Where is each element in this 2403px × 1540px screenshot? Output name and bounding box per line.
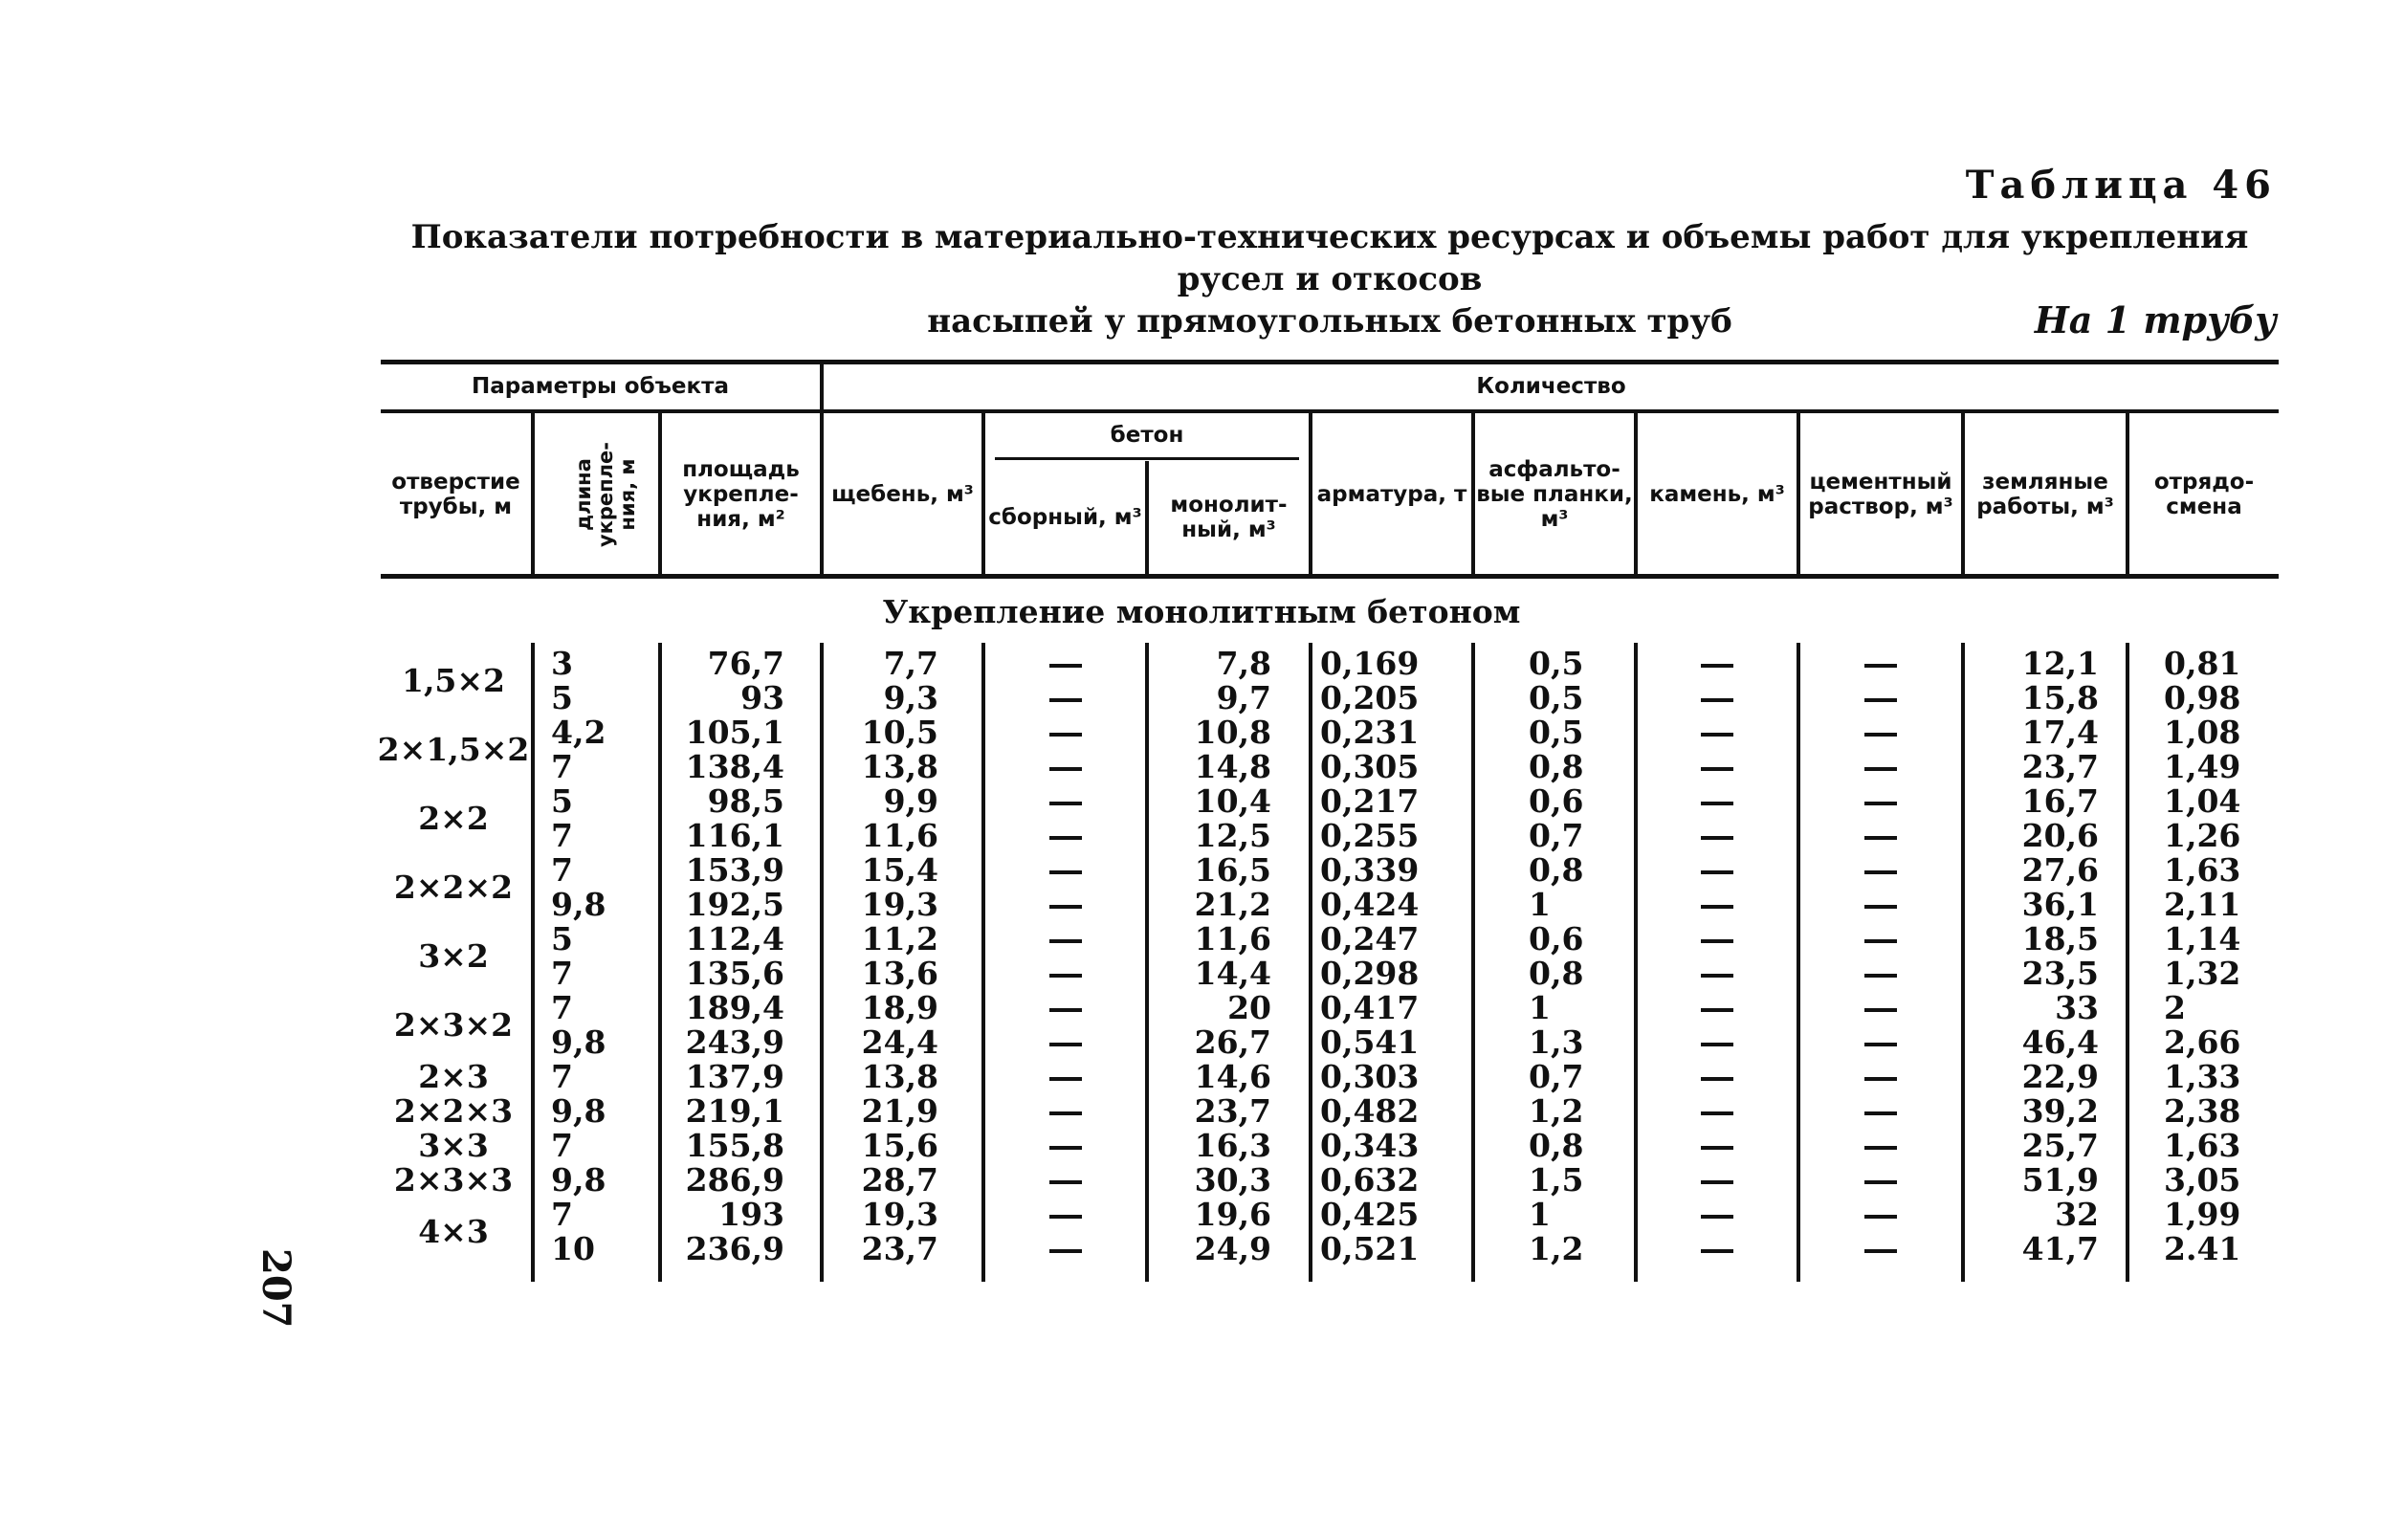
shifts-cell: 2.41 <box>2164 1230 2241 1267</box>
gravel-cell: 18,9 <box>861 989 938 1026</box>
earthworks-cell: 15,8 <box>2021 679 2099 716</box>
asphalt-cell: 0,8 <box>1529 748 1584 785</box>
area-cell: 153,9 <box>685 851 784 889</box>
monolithic-cell: 14,8 <box>1194 748 1271 785</box>
opening-cell: 2×3×2 <box>393 1006 514 1044</box>
rebar-cell: 0,298 <box>1320 955 1420 992</box>
length-cell: 3 <box>551 645 573 682</box>
opening-cell: 3×3 <box>418 1127 489 1164</box>
opening-cell: 2×3×3 <box>393 1161 514 1199</box>
mortar-cell <box>1800 1163 1961 1198</box>
stone-cell <box>1638 922 1797 957</box>
monolithic-cell: 9,7 <box>1216 679 1271 716</box>
area-cell: 135,6 <box>685 955 784 992</box>
monolithic-cell: 10,8 <box>1194 714 1271 751</box>
monolithic-cell: 19,6 <box>1194 1196 1271 1233</box>
area-cell: 286,9 <box>685 1161 784 1199</box>
header-shifts: отрядо- смена <box>2153 470 2255 519</box>
earthworks-cell: 20,6 <box>2021 817 2099 854</box>
length-cell: 7 <box>551 989 573 1026</box>
opening-cell: 3×2 <box>418 937 489 975</box>
opening-cell: 2×3 <box>418 1058 489 1095</box>
mortar-cell <box>1800 1025 1961 1060</box>
rebar-cell: 0,541 <box>1320 1023 1420 1061</box>
header-bottom-rule <box>381 574 2279 579</box>
stone-cell <box>1638 1094 1797 1129</box>
asphalt-cell: 0,8 <box>1529 955 1584 992</box>
shifts-cell: 3,05 <box>2164 1161 2241 1199</box>
rebar-cell: 0,247 <box>1320 920 1420 957</box>
asphalt-cell: 1 <box>1529 1196 1551 1233</box>
monolithic-cell: 21,2 <box>1194 886 1271 923</box>
mortar-cell <box>1800 1060 1961 1094</box>
length-cell: 9,8 <box>551 1023 606 1061</box>
gravel-cell: 10,5 <box>861 714 938 751</box>
stone-cell <box>1638 853 1797 888</box>
rebar-cell: 0,482 <box>1320 1092 1420 1130</box>
rebar-cell: 0,425 <box>1320 1196 1420 1233</box>
earthworks-cell: 22,9 <box>2021 1058 2099 1095</box>
asphalt-cell: 0,5 <box>1529 679 1584 716</box>
gravel-cell: 15,4 <box>861 851 938 889</box>
mortar-cell <box>1800 819 1961 853</box>
precast-cell <box>985 957 1145 991</box>
asphalt-cell: 1 <box>1529 989 1551 1026</box>
header-precast: сборный, м³ <box>988 505 1142 530</box>
gravel-cell: 15,6 <box>861 1127 938 1164</box>
gravel-cell: 9,9 <box>883 782 938 820</box>
table-number-label: Таблица 46 <box>1965 163 2277 208</box>
header-asphalt: асфальто- вые планки, м³ <box>1476 457 1633 532</box>
length-cell: 10 <box>551 1230 595 1267</box>
mortar-cell <box>1800 715 1961 750</box>
earthworks-cell: 23,7 <box>2021 748 2099 785</box>
stone-cell <box>1638 819 1797 853</box>
mortar-cell <box>1800 784 1961 819</box>
earthworks-cell: 51,9 <box>2021 1161 2099 1199</box>
header-area: площадь укрепле- ния, м² <box>682 457 800 532</box>
area-cell: 236,9 <box>685 1230 784 1267</box>
stone-cell <box>1638 647 1797 681</box>
header-gravel: щебень, м³ <box>831 482 974 507</box>
precast-cell <box>985 750 1145 784</box>
stone-cell <box>1638 784 1797 819</box>
section-title: Укрепление монолитным бетоном <box>882 593 1521 630</box>
precast-cell <box>985 1163 1145 1198</box>
precast-cell <box>985 888 1145 922</box>
header-length: длина укрепле- ния, м <box>572 441 639 548</box>
gravel-cell: 13,8 <box>861 1058 938 1095</box>
per-unit-note: На 1 трубу <box>2034 298 2277 341</box>
precast-cell <box>985 1198 1145 1232</box>
earthworks-cell: 25,7 <box>2021 1127 2099 1164</box>
stone-cell <box>1638 888 1797 922</box>
mortar-cell <box>1800 647 1961 681</box>
header-stone: камень, м³ <box>1649 482 1785 507</box>
area-cell: 243,9 <box>685 1023 784 1061</box>
asphalt-cell: 0,6 <box>1529 920 1584 957</box>
rebar-cell: 0,305 <box>1320 748 1420 785</box>
asphalt-cell: 1,5 <box>1529 1161 1584 1199</box>
table-title-line-2: насыпей у прямоугольных бетонных труб <box>927 302 1732 341</box>
earthworks-cell: 36,1 <box>2021 886 2099 923</box>
asphalt-cell: 0,5 <box>1529 714 1584 751</box>
area-cell: 76,7 <box>707 645 784 682</box>
header-quantity: Количество <box>1476 374 1626 399</box>
shifts-cell: 2,11 <box>2164 886 2241 923</box>
gravel-cell: 7,7 <box>883 645 938 682</box>
shifts-cell: 1,08 <box>2164 714 2241 751</box>
mortar-cell <box>1800 888 1961 922</box>
rebar-cell: 0,632 <box>1320 1161 1420 1199</box>
earthworks-cell: 39,2 <box>2021 1092 2099 1130</box>
body-divider-7 <box>1471 643 1475 1282</box>
stone-cell <box>1638 1025 1797 1060</box>
precast-cell <box>985 991 1145 1025</box>
length-cell: 5 <box>551 679 573 716</box>
area-cell: 98,5 <box>707 782 784 820</box>
area-cell: 219,1 <box>685 1092 784 1130</box>
header-mortar: цементный раствор, м³ <box>1808 470 1953 519</box>
shifts-cell: 0,81 <box>2164 645 2241 682</box>
monolithic-cell: 12,5 <box>1194 817 1271 854</box>
gravel-cell: 28,7 <box>861 1161 938 1199</box>
header-params-object: Параметры объекта <box>472 374 729 399</box>
asphalt-cell: 0,8 <box>1529 1127 1584 1164</box>
area-cell: 105,1 <box>685 714 784 751</box>
asphalt-cell: 0,7 <box>1529 817 1584 854</box>
shifts-cell: 2,66 <box>2164 1023 2241 1061</box>
length-cell: 9,8 <box>551 886 606 923</box>
opening-cell: 2×2×3 <box>393 1092 514 1130</box>
asphalt-cell: 0,7 <box>1529 1058 1584 1095</box>
length-cell: 7 <box>551 748 573 785</box>
length-cell: 4,2 <box>551 714 606 751</box>
mortar-cell <box>1800 853 1961 888</box>
header-divider-1 <box>531 413 535 576</box>
mortar-cell <box>1800 681 1961 715</box>
area-cell: 155,8 <box>685 1127 784 1164</box>
shifts-cell: 1,99 <box>2164 1196 2241 1233</box>
precast-cell <box>985 1129 1145 1163</box>
table-title-line-1: Показатели потребности в материально-технических ресурсах и объемы работ для укрепления русел и откосов <box>410 218 2249 298</box>
header-monolithic: монолит- ный, м³ <box>1170 493 1288 542</box>
area-cell: 93 <box>740 679 784 716</box>
gravel-cell: 24,4 <box>861 1023 938 1061</box>
rebar-cell: 0,303 <box>1320 1058 1420 1095</box>
shifts-cell: 0,98 <box>2164 679 2241 716</box>
header-opening: отверстие трубы, м <box>391 470 520 519</box>
earthworks-cell: 32 <box>2055 1196 2099 1233</box>
area-cell: 112,4 <box>685 920 784 957</box>
length-cell: 7 <box>551 1127 573 1164</box>
stone-cell <box>1638 1129 1797 1163</box>
table-title <box>383 216 2277 342</box>
gravel-cell: 13,6 <box>861 955 938 992</box>
precast-cell <box>985 681 1145 715</box>
mortar-cell <box>1800 1198 1961 1232</box>
precast-cell <box>985 784 1145 819</box>
earthworks-cell: 41,7 <box>2021 1230 2099 1267</box>
length-cell: 7 <box>551 817 573 854</box>
shifts-cell: 2,38 <box>2164 1092 2241 1130</box>
earthworks-cell: 27,6 <box>2021 851 2099 889</box>
page-number: 207 <box>254 1248 298 1329</box>
area-cell: 137,9 <box>685 1058 784 1095</box>
earthworks-cell: 17,4 <box>2021 714 2099 751</box>
length-cell: 7 <box>551 955 573 992</box>
monolithic-cell: 30,3 <box>1194 1161 1271 1199</box>
gravel-cell: 19,3 <box>861 1196 938 1233</box>
rebar-cell: 0,343 <box>1320 1127 1420 1164</box>
asphalt-cell: 1,2 <box>1529 1230 1584 1267</box>
body-divider-11 <box>2126 643 2129 1282</box>
monolithic-cell: 10,4 <box>1194 782 1271 820</box>
earthworks-cell: 12,1 <box>2021 645 2099 682</box>
precast-cell <box>985 819 1145 853</box>
mortar-cell <box>1800 1094 1961 1129</box>
mortar-cell <box>1800 1232 1961 1266</box>
opening-cell: 2×1,5×2 <box>377 731 530 768</box>
mortar-cell <box>1800 750 1961 784</box>
stone-cell <box>1638 991 1797 1025</box>
gravel-cell: 11,6 <box>861 817 938 854</box>
body-divider-6 <box>1309 643 1312 1282</box>
header-rebar: арматура, т <box>1316 482 1467 507</box>
gravel-cell: 23,7 <box>861 1230 938 1267</box>
monolithic-cell: 16,5 <box>1194 851 1271 889</box>
monolithic-cell: 26,7 <box>1194 1023 1271 1061</box>
header-concrete: бетон <box>1110 423 1184 448</box>
concrete-subheader-rule <box>995 457 1299 460</box>
rebar-cell: 0,417 <box>1320 989 1420 1026</box>
length-cell: 7 <box>551 1058 573 1095</box>
stone-cell <box>1638 750 1797 784</box>
monolithic-cell: 14,4 <box>1194 955 1271 992</box>
earthworks-cell: 33 <box>2055 989 2099 1026</box>
mortar-cell <box>1800 922 1961 957</box>
monolithic-cell: 16,3 <box>1194 1127 1271 1164</box>
shifts-cell: 1,04 <box>2164 782 2241 820</box>
gravel-cell: 13,8 <box>861 748 938 785</box>
precast-cell <box>985 1025 1145 1060</box>
rebar-cell: 0,231 <box>1320 714 1420 751</box>
rebar-cell: 0,205 <box>1320 679 1420 716</box>
length-cell: 9,8 <box>551 1161 606 1199</box>
asphalt-cell: 1,2 <box>1529 1092 1584 1130</box>
stone-cell <box>1638 1232 1797 1266</box>
precast-cell <box>985 1060 1145 1094</box>
rebar-cell: 0,169 <box>1320 645 1420 682</box>
mortar-cell <box>1800 991 1961 1025</box>
earthworks-cell: 16,7 <box>2021 782 2099 820</box>
gravel-cell: 9,3 <box>883 679 938 716</box>
rebar-cell: 0,424 <box>1320 886 1420 923</box>
shifts-cell: 1,33 <box>2164 1058 2241 1095</box>
length-cell: 7 <box>551 851 573 889</box>
gravel-cell: 19,3 <box>861 886 938 923</box>
opening-cell: 2×2×2 <box>393 869 514 906</box>
rebar-cell: 0,339 <box>1320 851 1420 889</box>
area-cell: 189,4 <box>685 989 784 1026</box>
monolithic-cell: 14,6 <box>1194 1058 1271 1095</box>
shifts-cell: 1,14 <box>2164 920 2241 957</box>
shifts-cell: 1,26 <box>2164 817 2241 854</box>
shifts-cell: 1,63 <box>2164 1127 2241 1164</box>
gravel-cell: 21,9 <box>861 1092 938 1130</box>
stone-cell <box>1638 1163 1797 1198</box>
shifts-cell: 1,49 <box>2164 748 2241 785</box>
opening-cell: 4×3 <box>418 1213 489 1250</box>
mortar-cell <box>1800 957 1961 991</box>
precast-cell <box>985 922 1145 957</box>
earthworks-cell: 46,4 <box>2021 1023 2099 1061</box>
asphalt-cell: 0,5 <box>1529 645 1584 682</box>
length-cell: 7 <box>551 1196 573 1233</box>
length-cell: 5 <box>551 920 573 957</box>
rebar-cell: 0,217 <box>1320 782 1420 820</box>
earthworks-cell: 23,5 <box>2021 955 2099 992</box>
shifts-cell: 2 <box>2164 989 2186 1026</box>
asphalt-cell: 1,3 <box>1529 1023 1584 1061</box>
stone-cell <box>1638 1198 1797 1232</box>
precast-cell <box>985 647 1145 681</box>
asphalt-cell: 0,8 <box>1529 851 1584 889</box>
rebar-cell: 0,255 <box>1320 817 1420 854</box>
opening-cell: 2×2 <box>418 800 489 837</box>
shifts-cell: 1,32 <box>2164 955 2241 992</box>
stone-cell <box>1638 715 1797 750</box>
asphalt-cell: 0,6 <box>1529 782 1584 820</box>
stone-cell <box>1638 957 1797 991</box>
area-cell: 193 <box>718 1196 784 1233</box>
earthworks-cell: 18,5 <box>2021 920 2099 957</box>
area-cell: 192,5 <box>685 886 784 923</box>
mortar-cell <box>1800 1129 1961 1163</box>
monolithic-cell: 11,6 <box>1194 920 1271 957</box>
asphalt-cell: 1 <box>1529 886 1551 923</box>
gravel-cell: 11,2 <box>861 920 938 957</box>
precast-cell <box>985 1094 1145 1129</box>
stone-cell <box>1638 1060 1797 1094</box>
precast-cell <box>985 853 1145 888</box>
monolithic-cell: 24,9 <box>1194 1230 1271 1267</box>
group-header-rule <box>381 409 2279 413</box>
monolithic-cell: 23,7 <box>1194 1092 1271 1130</box>
area-cell: 138,4 <box>685 748 784 785</box>
precast-cell <box>985 1232 1145 1266</box>
length-cell: 5 <box>551 782 573 820</box>
precast-cell <box>985 715 1145 750</box>
monolithic-cell: 20 <box>1227 989 1271 1026</box>
length-cell: 9,8 <box>551 1092 606 1130</box>
header-earthworks: земляные работы, м³ <box>1976 470 2114 519</box>
stone-cell <box>1638 681 1797 715</box>
area-cell: 116,1 <box>685 817 784 854</box>
rebar-cell: 0,521 <box>1320 1230 1420 1267</box>
opening-cell: 1,5×2 <box>401 662 506 699</box>
monolithic-cell: 7,8 <box>1216 645 1271 682</box>
shifts-cell: 1,63 <box>2164 851 2241 889</box>
